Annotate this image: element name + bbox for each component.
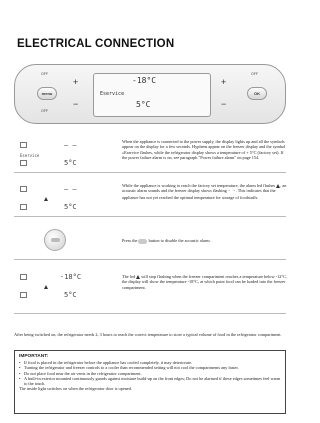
mini-display-label: Eservice xyxy=(20,153,40,158)
instruction-row-freezer-ready xyxy=(14,266,286,314)
instruction-text-part: The led xyxy=(122,274,136,279)
flashing-dashes-icon: - - xyxy=(227,189,236,195)
mini-display-bottom: 5°C xyxy=(64,159,77,167)
mini-display-bottom: 5°C xyxy=(64,291,77,299)
minus-button-right[interactable]: − xyxy=(221,99,227,109)
after-switch-on-text: After being switched on, the refrigerator needs 2, 3 hours to reach the correct temperature to store a typical volume of food in the refrigerator compartment. xyxy=(14,332,282,337)
mini-display-bottom: 5°C xyxy=(64,203,77,211)
instruction-text: When the appliance is connected to the power supply, the display lights up and all the symbols appear on the display for a few seconds. Hyphens appear on the freezer display and the symbol «Eservice flashes, while the refrigerator display shows a temperature of + 5°C (factory set). If the power failure alarm is on, see paragraph "Power failure alarm" on page 154. xyxy=(122,139,286,160)
instruction-text-part: While the appliance is working to reach the factory set temperature, the alarm led flashes xyxy=(122,183,276,188)
alarm-led-icon xyxy=(44,197,48,201)
list-item: • A built-in exterior mounted continuously guards against moisture build-up on the front edges; Do not be alarmed if these edges sometimes feel warm to the touch. xyxy=(19,376,281,386)
list-item: • If food is placed in the refrigerator before the appliance has cooled completely, it may deteriorate. xyxy=(19,360,281,365)
instruction-text-part: . This indicates that the appliance has not yet reached the optimal temperature for storage of foodstuffs. xyxy=(122,188,276,200)
display-box-icon xyxy=(20,142,27,148)
instruction-text-part: button to disable the acoustic alarm. xyxy=(148,238,211,243)
alarm-led-icon xyxy=(44,285,48,289)
button-icon xyxy=(51,238,60,242)
freezer-temp-display: -18°C xyxy=(132,76,157,85)
mini-display-2 xyxy=(14,184,108,214)
plus-button-right[interactable]: + xyxy=(221,77,227,87)
mini-display-1 xyxy=(14,140,108,170)
instruction-row-power-on xyxy=(14,136,286,173)
display-box-icon xyxy=(20,274,27,280)
instruction-row-alarm xyxy=(14,180,286,217)
mini-display-top: – – xyxy=(64,185,77,193)
display-box-icon xyxy=(20,292,27,298)
off-label-top-right: OFF xyxy=(251,72,258,76)
mode-indicator: Eservice xyxy=(100,91,125,97)
display-box-icon xyxy=(20,160,27,166)
instruction-text xyxy=(122,183,288,200)
menu-button[interactable]: menu xyxy=(37,87,57,100)
important-box xyxy=(14,350,286,414)
important-footer: The inside light switches on when the refrigerator door is opened. xyxy=(19,386,133,392)
list-item: • Do not place food near the air vents in the refrigerator compartment. xyxy=(19,371,281,376)
mini-display-4 xyxy=(14,272,108,302)
mini-display-top: -18°C xyxy=(60,273,82,281)
instruction-text xyxy=(122,274,288,290)
instruction-text-part: Press the xyxy=(122,238,138,243)
instruction-row-disable-alarm xyxy=(14,224,286,260)
off-label-bottom-left: OFF xyxy=(41,109,48,113)
off-label-top-left: OFF xyxy=(41,72,48,76)
ok-button[interactable]: OK xyxy=(247,87,267,100)
alarm-off-button[interactable] xyxy=(44,229,66,251)
mini-display-top: – – xyxy=(64,141,77,149)
instruction-text-part: , an acoustic alarm sounds and the freezer display shows flashing xyxy=(122,183,287,194)
display-box-icon xyxy=(20,186,27,192)
control-panel xyxy=(14,64,286,124)
instruction-text-part: will stop flashing when the freezer compartment reaches a temperature below -12°C, the display will show the temperature -18°C, at which point food can be loaded into the freezer compartment. xyxy=(122,274,288,290)
page-title: ELECTRICAL CONNECTION xyxy=(17,38,175,50)
plus-button-left[interactable]: + xyxy=(73,77,79,87)
important-list xyxy=(19,360,281,386)
display-box-icon xyxy=(20,204,27,210)
alarm-off-button-icon xyxy=(138,239,147,244)
fridge-temp-display: 5°C xyxy=(136,100,151,109)
list-item: • Turning the refrigerator and freezer controls to a cooler than recommended setting will not cool the compartments any faster. xyxy=(19,365,281,370)
important-title: IMPORTANT: xyxy=(19,354,49,359)
minus-button-left[interactable]: − xyxy=(73,99,79,109)
panel-display xyxy=(93,73,211,117)
instruction-text xyxy=(122,238,288,244)
